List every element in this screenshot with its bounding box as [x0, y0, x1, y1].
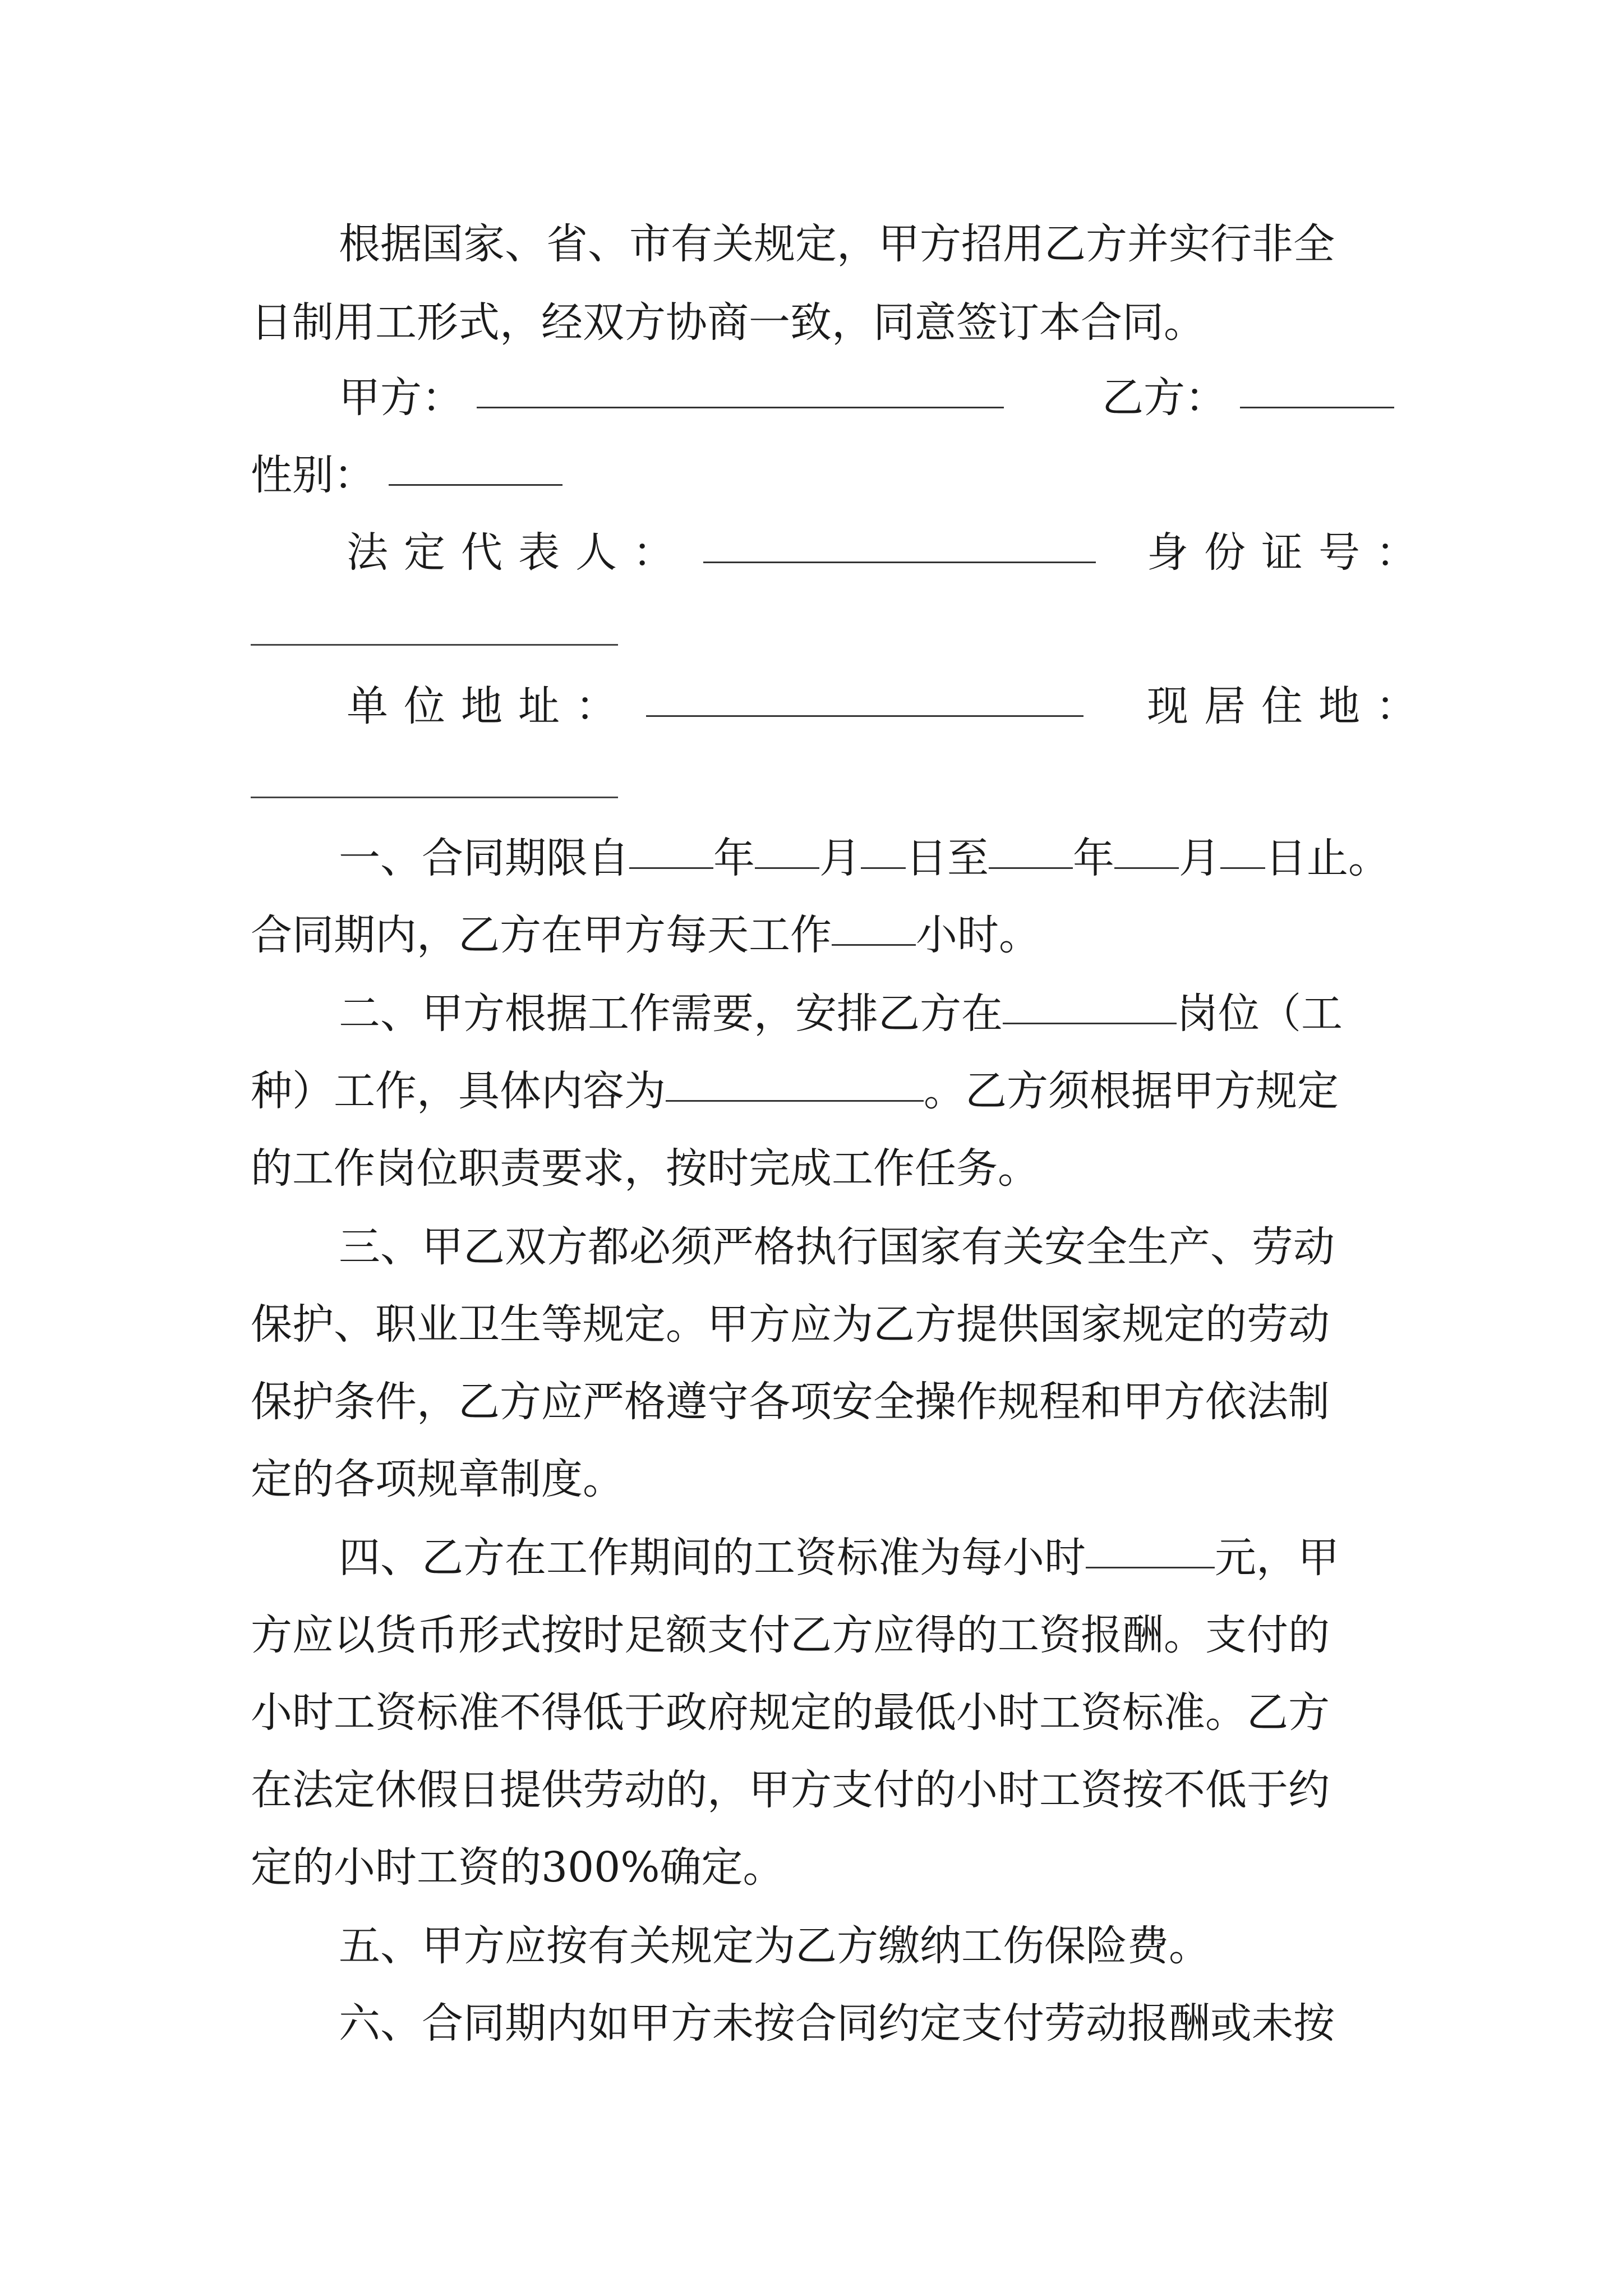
- clause4-text-3: 小时工资标准不得低于政府规定的最低小时工资标准。乙方: [251, 1688, 1330, 1737]
- clause2-line-2: [251, 1067, 1339, 1115]
- clause4-line-5: [251, 1843, 785, 1892]
- gender-row: [251, 451, 562, 499]
- clause3-text-3: 保护条件，乙方应严格遵守各项安全操作规程和甲方依法制: [251, 1378, 1330, 1426]
- gender-blank[interactable]: [389, 484, 562, 486]
- address-blank[interactable]: [646, 715, 1083, 717]
- clause3-line-2: [251, 1300, 1330, 1349]
- legal-rep-row: [347, 528, 1096, 577]
- residence-row: [1147, 682, 1433, 730]
- clause2-text-2a: 种）工作，具体内容为: [251, 1067, 666, 1115]
- id-number-blank[interactable]: [251, 644, 618, 646]
- address-row: [347, 682, 1083, 730]
- clause4-text-1a: 四、乙方在工作期间的工资标准为每小时: [339, 1534, 1086, 1582]
- day-to-label: 日至: [906, 834, 989, 882]
- party-a-label: 甲方：: [339, 374, 463, 422]
- residence-label: 现居住地：: [1147, 682, 1433, 730]
- clause6-line-1: [339, 1999, 1335, 2047]
- year-label: 年: [713, 834, 755, 882]
- clause5-text-1: 五、甲方应按有关规定为乙方缴纳工伤保险费。: [339, 1922, 1210, 1970]
- hourly-wage-blank[interactable]: [1086, 1567, 1215, 1568]
- intro-text-1: 根据国家、省、市有关规定，甲方招用乙方并实行非全: [339, 220, 1335, 268]
- party-a-row: [339, 374, 1004, 422]
- intro-line-2: [251, 298, 1205, 347]
- month-label-2: 月: [1179, 834, 1220, 882]
- hours-blank[interactable]: [832, 944, 916, 946]
- clause3-line-1: [339, 1223, 1335, 1271]
- job-content-blank[interactable]: [666, 1100, 924, 1102]
- start-month-blank[interactable]: [755, 867, 819, 869]
- year-label-2: 年: [1073, 834, 1114, 882]
- party-b-row: [1102, 374, 1394, 422]
- clause3-line-3: [251, 1378, 1330, 1426]
- clause2-text-1a: 二、甲方根据工作需要，安排乙方在: [339, 990, 1003, 1038]
- party-a-blank[interactable]: [477, 407, 1004, 408]
- clause5-line-1: [339, 1922, 1210, 1970]
- month-label: 月: [819, 834, 861, 882]
- clause1-hours-text: 合同期内，乙方在甲方每天工作: [251, 911, 832, 959]
- id-number-row: [1147, 528, 1433, 577]
- clause1-line-2: [251, 911, 1040, 959]
- clause4-text-2: 方应以货币形式按时足额支付乙方应得的工资报酬。支付的: [251, 1611, 1330, 1659]
- clause4-text-1b: 元，甲: [1215, 1534, 1339, 1582]
- day-end-label: 日止。: [1265, 834, 1390, 882]
- legal-rep-blank[interactable]: [703, 562, 1096, 563]
- clause3-text-4: 定的各项规章制度。: [251, 1455, 624, 1503]
- clause2-line-1: [339, 990, 1343, 1038]
- clause6-text-1: 六、合同期内如甲方未按合同约定支付劳动报酬或未按: [339, 1999, 1335, 2047]
- start-day-blank[interactable]: [861, 867, 906, 869]
- residence-blank[interactable]: [251, 797, 618, 798]
- clause3-text-2: 保护、职业卫生等规定。甲方应为乙方提供国家规定的劳动: [251, 1300, 1330, 1349]
- clause2-text-3: 的工作岗位职责要求，按时完成工作任务。: [251, 1144, 1039, 1193]
- start-year-blank[interactable]: [629, 867, 713, 869]
- clause4-line-2: [251, 1611, 1330, 1659]
- intro-text-2: 日制用工形式，经双方协商一致，同意签订本合同。: [251, 298, 1205, 347]
- legal-rep-label: 法定代表人：: [347, 528, 690, 577]
- position-blank[interactable]: [1003, 1023, 1177, 1024]
- clause4-text-5: 定的小时工资的300%确定。: [251, 1843, 785, 1892]
- clause2-line-3: [251, 1144, 1039, 1193]
- clause4-line-4: [251, 1766, 1330, 1814]
- address-label: 单位地址：: [347, 682, 633, 730]
- clause4-text-4: 在法定休假日提供劳动的，甲方支付的小时工资按不低于约: [251, 1766, 1330, 1814]
- clause2-text-2b: 。乙方须根据甲方规定: [924, 1067, 1339, 1115]
- clause4-line-1: [339, 1534, 1339, 1582]
- party-b-label: 乙方：: [1102, 374, 1227, 422]
- party-b-blank[interactable]: [1240, 407, 1394, 408]
- clause1-start: 一、合同期限自: [339, 834, 629, 882]
- clause2-text-1b: 岗位（工: [1177, 990, 1343, 1038]
- end-day-blank[interactable]: [1220, 867, 1265, 869]
- intro-line-1: [339, 220, 1335, 268]
- clause1-line-1: [339, 834, 1390, 882]
- end-month-blank[interactable]: [1114, 867, 1179, 869]
- end-year-blank[interactable]: [989, 867, 1073, 869]
- clause4-line-3: [251, 1688, 1330, 1737]
- clause3-text-1: 三、甲乙双方都必须严格执行国家有关安全生产、劳动: [339, 1223, 1335, 1271]
- id-number-label: 身份证号：: [1147, 528, 1433, 577]
- gender-label: 性别：: [251, 451, 375, 499]
- clause1-hours-unit: 小时。: [916, 911, 1040, 959]
- clause3-line-4: [251, 1455, 624, 1503]
